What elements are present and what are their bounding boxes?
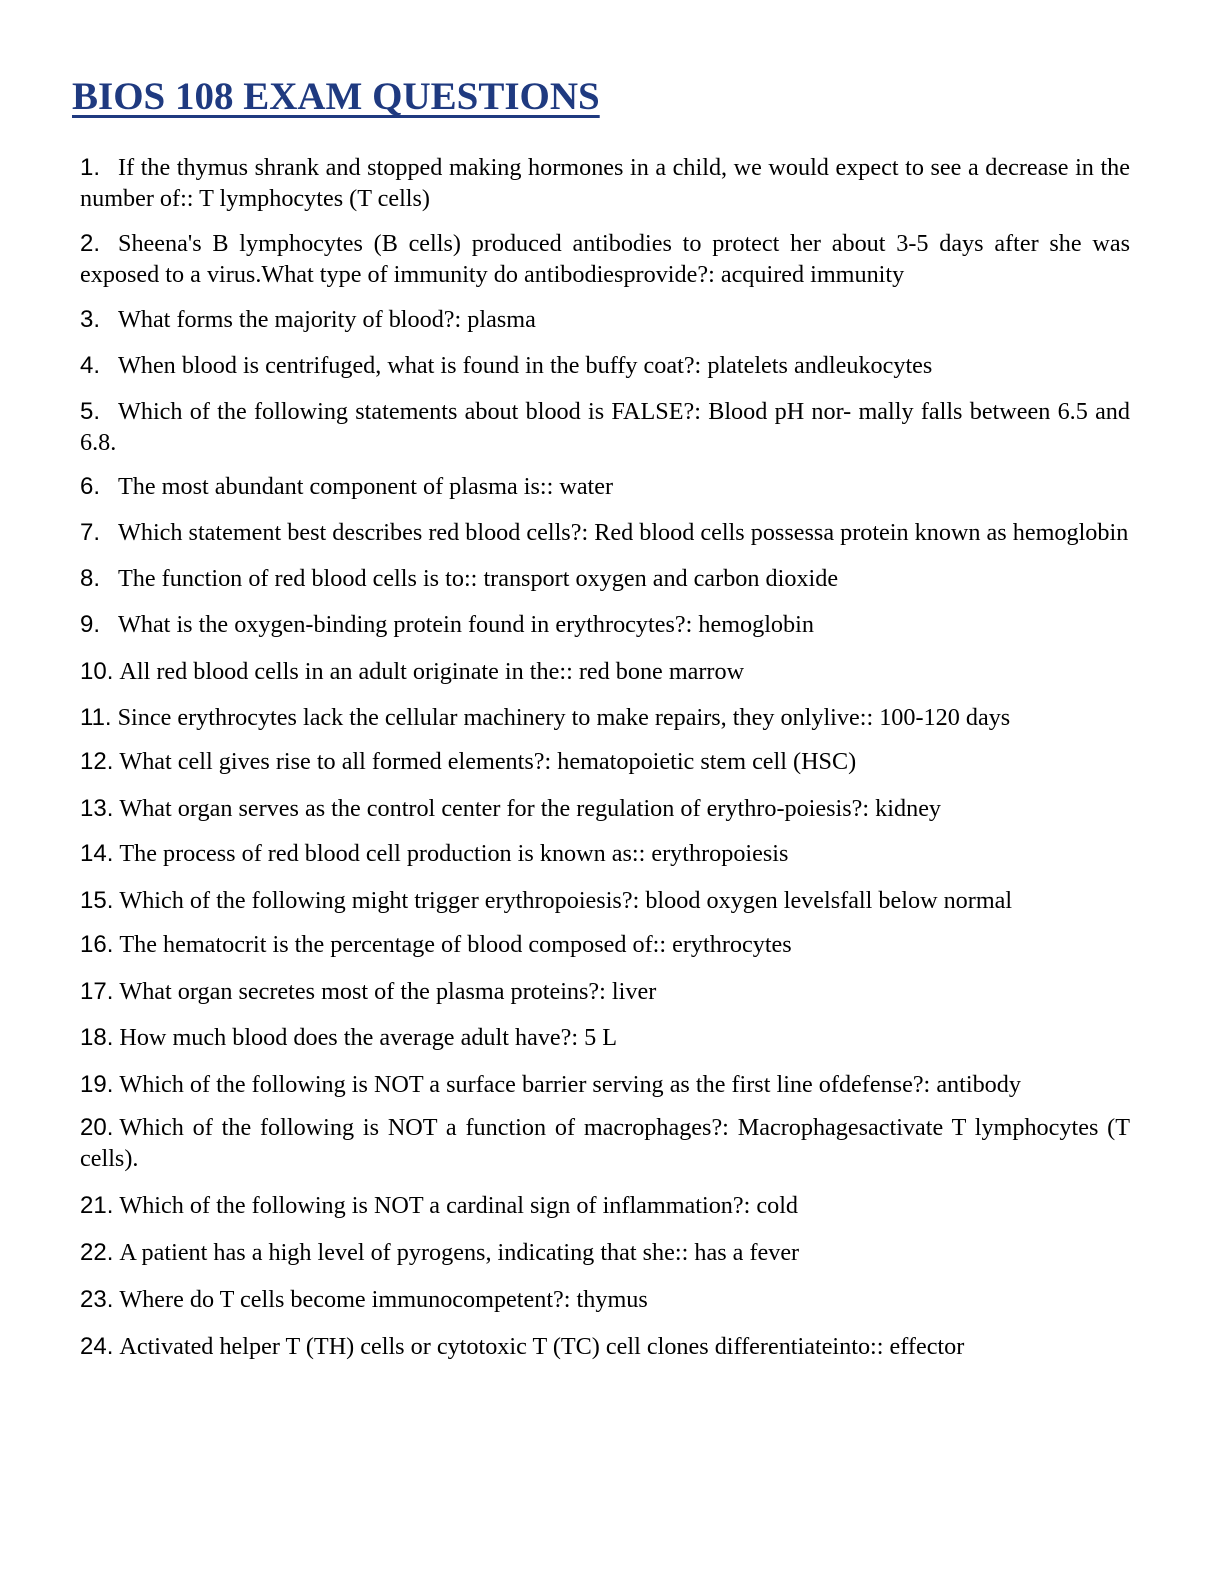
question-text: Where do T cells become immunocompetent?: thymus — [119, 1286, 648, 1313]
question-number: 16. — [80, 931, 114, 958]
question-number: 2. — [80, 230, 101, 257]
question-number: 7. — [80, 519, 101, 546]
question-text: All red blood cells in an adult originate in the:: red bone marrow — [119, 658, 745, 685]
question-item — [80, 152, 1130, 214]
question-item — [80, 1331, 1130, 1362]
question-text: If the thymus shrank and stopped making hormones in a child, we would expect to see a decrease in the number of:: T lymphocytes (T cells) — [80, 154, 1130, 212]
question-item — [80, 350, 1130, 381]
question-number: 20. — [80, 1114, 114, 1141]
question-text: The most abundant component of plasma is:: water — [118, 473, 614, 500]
question-text: What organ serves as the control center for the regulation of erythro-poiesis?: kidney — [119, 795, 942, 822]
question-item — [80, 885, 1130, 916]
question-number: 18. — [80, 1024, 114, 1051]
question-item — [80, 563, 1130, 594]
question-item — [80, 656, 1130, 687]
question-item — [80, 1190, 1130, 1221]
question-number: 10. — [80, 658, 114, 685]
question-item — [80, 793, 1130, 824]
question-number: 22. — [80, 1239, 114, 1266]
question-text: Which of the following statements about blood is FALSE?: Blood pH nor- mally falls between 6.5 and 6.8. — [80, 398, 1130, 456]
question-item — [80, 517, 1130, 548]
question-text: Since erythrocytes lack the cellular machinery to make repairs, they onlylive:: 100-120 days — [117, 704, 1011, 731]
question-number: 12. — [80, 748, 114, 775]
question-item — [80, 1112, 1130, 1174]
question-item — [80, 746, 1130, 777]
question-text: What is the oxygen-binding protein found in erythrocytes?: hemoglobin — [118, 611, 814, 638]
question-number: 1. — [80, 154, 101, 181]
question-text: When blood is centrifuged, what is found in the buffy coat?: platelets andleukocytes — [118, 352, 933, 379]
question-text: What forms the majority of blood?: plasma — [118, 306, 536, 333]
question-number: 17. — [80, 978, 114, 1005]
question-text: Which of the following might trigger erythropoiesis?: blood oxygen levelsfall below normal — [119, 887, 1013, 914]
question-number: 11. — [80, 704, 112, 731]
question-number: 8. — [80, 565, 101, 592]
question-number: 23. — [80, 1286, 114, 1313]
question-text: How much blood does the average adult have?: 5 L — [119, 1024, 618, 1051]
question-text: A patient has a high level of pyrogens, indicating that she:: has a fever — [119, 1239, 800, 1266]
question-number: 19. — [80, 1071, 114, 1098]
question-text: Sheena's B lymphocytes (B cells) produced antibodies to protect her about 3-5 days after she was exposed to a virus.What type of immunity do antibodiesprovide?: acquired immunity — [80, 230, 1130, 288]
question-text: Activated helper T (TH) cells or cytotoxic T (TC) cell clones differentiateinto:: effector — [119, 1333, 965, 1360]
question-number: 13. — [80, 795, 114, 822]
question-text: Which of the following is NOT a function of macrophages?: Macrophagesactivate T lymphocytes (T cells). — [80, 1114, 1130, 1172]
question-item — [80, 1284, 1130, 1315]
question-text: What organ secretes most of the plasma proteins?: liver — [119, 978, 657, 1005]
question-number: 3. — [80, 306, 101, 333]
question-text: The hematocrit is the percentage of blood composed of:: erythrocytes — [119, 931, 792, 958]
question-item — [80, 976, 1130, 1007]
question-list — [80, 152, 1130, 1362]
question-number: 15. — [80, 887, 114, 914]
question-item — [80, 1069, 1130, 1100]
question-text: Which statement best describes red blood cells?: Red blood cells possessa protein known as hemoglobin — [118, 519, 1129, 546]
question-text: The process of red blood cell production is known as:: erythropoiesis — [119, 840, 789, 867]
question-number: 4. — [80, 352, 101, 379]
question-item — [80, 396, 1130, 458]
question-text: Which of the following is NOT a cardinal sign of inflammation?: cold — [119, 1192, 799, 1219]
question-item — [80, 471, 1130, 502]
question-text: What cell gives rise to all formed elements?: hematopoietic stem cell (HSC) — [119, 748, 857, 775]
question-number: 5. — [80, 398, 101, 425]
page-title: BIOS 108 EXAM QUESTIONS — [72, 75, 600, 118]
question-number: 9. — [80, 611, 101, 638]
question-item — [80, 702, 1130, 733]
question-number: 14. — [80, 840, 114, 867]
question-item — [80, 228, 1130, 290]
question-item — [80, 929, 1130, 960]
question-text: The function of red blood cells is to:: transport oxygen and carbon dioxide — [118, 565, 839, 592]
question-number: 6. — [80, 473, 101, 500]
question-item — [80, 1237, 1130, 1268]
question-number: 24. — [80, 1333, 114, 1360]
question-item — [80, 838, 1130, 869]
question-item — [80, 304, 1130, 335]
question-item — [80, 609, 1130, 640]
question-text: Which of the following is NOT a surface barrier serving as the first line ofdefense?: antibody — [119, 1071, 1021, 1098]
question-number: 21. — [80, 1192, 114, 1219]
question-item — [80, 1022, 1130, 1053]
